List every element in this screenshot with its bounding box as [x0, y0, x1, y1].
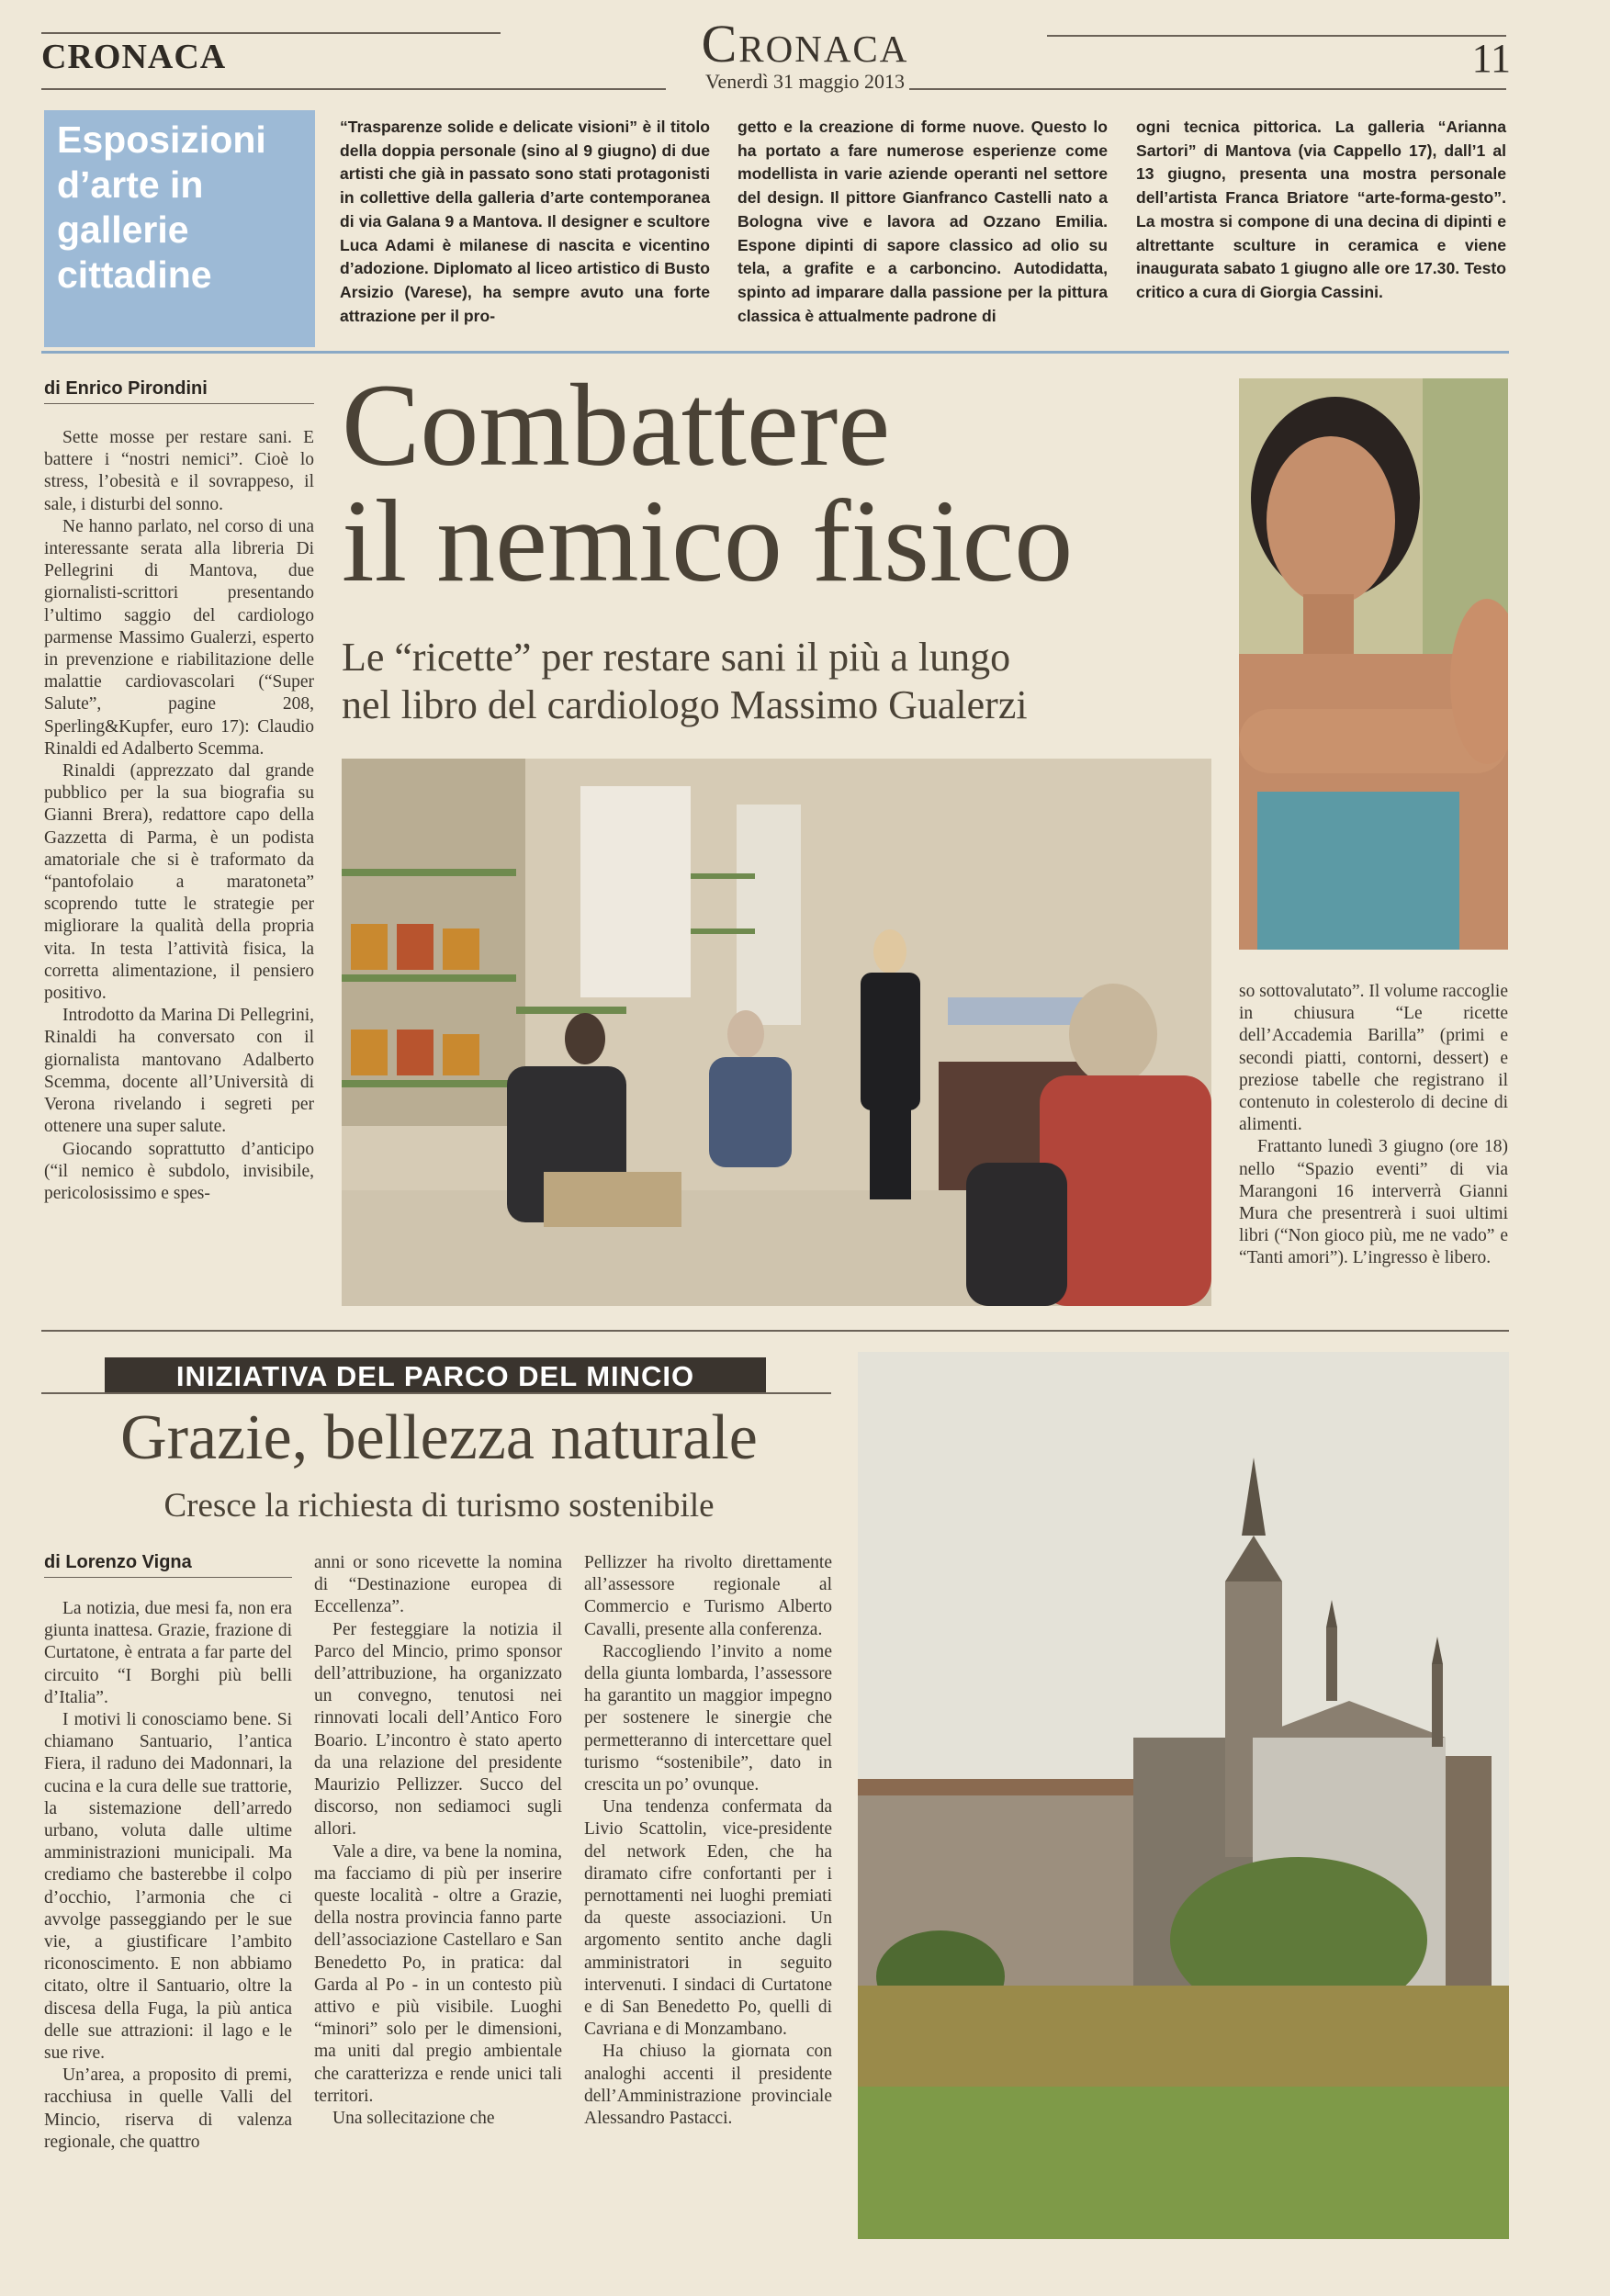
article1-subhead: [342, 634, 1205, 729]
article2-col2-paragraph: Per festeggiare la notizia il Parco del Mincio, primo sponsor dell’attribuzione, ha organizzato un convegno, tenutosi nei rinnovati locali dell’Antico Foro Boario. L’incontro è stato aperto da una relazione del presidente Maurizio Pellizzer. Succo del discorso, non sediamoci sugli allori.: [314, 1619, 562, 1840]
church-landscape-illustration: [858, 1352, 1509, 2239]
gallery-column-2: getto e la creazione di forme nuove. Questo lo ha portato a fare numerose esperienze come modellista in varie aziende operanti nel settore del design. Il pittore Gianfranco Castelli nato a Bologna vive e lavora ad Ozzano Emilia. Espone dipinti di sapore classico ad olio su tela, a grafite e a carboncino. Autodidatta, spinto ad imparare dalla passione per la pittura classica è attualmente padrone di: [737, 118, 1108, 325]
article1-col1-paragraph: Ne hanno parlato, nel corso di una interessante serata alla libreria Di Pellegrini di Mantova, due giornalisti-scrittori presentando l’ultimo saggio del cardiologo parmense Massimo Gualerzi, esperto in prevenzione e riabilitazione delle malattie cardiovascolari (“Super Salute”, pagine 208, Sperling&Kupfer, euro 17): Claudio Rinaldi ed Adalberto Scemma.: [44, 516, 314, 759]
article2-byline: di Lorenzo Vigna: [44, 1552, 292, 1578]
woman-exercise-photo: [1239, 378, 1508, 950]
header-rule-right-bottom: [909, 88, 1506, 90]
article1-col1-paragraph: Giocando soprattutto d’anticipo (“il nemico è subdolo, invisibile, pericolosissimo e spes-: [44, 1139, 314, 1203]
article2-col2-paragraph: Una sollecitazione che: [332, 2109, 495, 2129]
article1-col1-paragraph: Sette mosse per restare sani. E battere i “nostri nemici”. Cioè lo stress, l’obesità e il sovrappeso, il sale, i disturbi del sonno.: [44, 428, 314, 514]
bookstore-event-photo: [342, 759, 1211, 1306]
article2-col3-paragraph: Una tendenza confermata da Livio Scattolin, vice-presidente del network Eden, che ha diramato cifre confortanti per i pernottamenti nei luoghi premiati da queste associazioni. Un argomento sentito anche dagli amministratori in seguito intervenuti. I sindaci di Curtatone e di San Benedetto Po, quelli di Cavriana e di Monzambano.: [584, 1797, 832, 2040]
bookstore-event-illustration: [342, 759, 1211, 1306]
article1-subhead-line-1: Le “ricette” per restare sani il più a lungo: [342, 635, 1011, 680]
article2-col1-paragraph: Un’area, a proposito di premi, racchiusa in quelle Valli del Mincio, riserva di valenza regionale, che quattro: [44, 2065, 292, 2152]
article1-col1-paragraph: Introdotto da Marina Di Pellegrini, Rinaldi ha conversato con il giornalista mantovano Adalberto Scemma, docente all’Università di Verona rivelando i segreti per ottenere una super salute.: [44, 1006, 314, 1137]
article2-headline: Grazie, bellezza naturale: [120, 1402, 758, 1473]
article2-col2-paragraph: anni or sono ricevette la nomina di “Destinazione europea di Eccellenza”.: [314, 1553, 562, 1617]
article2-kicker-rule: [41, 1392, 831, 1394]
article1-headline-line-1: Combattere: [342, 360, 891, 490]
article1-col1-paragraph: Rinaldi (apprezzato dal grande pubblico per la sua biografia su Gianni Brera), redattore capo della Gazzetta di Parma, è un podista amatoriale che si è traformato da “pantofolaio a maratoneta” scoprendo tutte le strategie per migliorare la qualità della propria vita. In testa l’attività fisica, la corretta alimentazione, il pensiero positivo.: [44, 761, 314, 1004]
section-label-left: CRONACA: [41, 38, 227, 76]
article2-col1-paragraph: I motivi li conosciamo bene. Si chiamano Santuario, l’antica Fiera, il raduno dei Madonnari, la cucina e la cura delle sue trattorie, la sistemazione dell’arredo urbano, voluta dalle ultime amministrazioni municipali. Ma crediamo che basterebbe il colpo d’occhio, l’armonia che ci avvolge passeggiando per le sue vie, a giustificare l’ambito riconoscimento. E non abbiamo citato, oltre il Santuario, oltre la discesa della Fuga, la più antica delle sue attrazioni: il lago e le sue rive.: [44, 1710, 292, 2064]
section-divider: [41, 1330, 1509, 1332]
article2-kicker: INIZIATIVA DEL PARCO DEL MINCIO: [175, 1360, 695, 1392]
article2-column-2: [314, 1552, 562, 2130]
article2-subhead: Cresce la richiesta di turismo sostenibile: [163, 1487, 715, 1525]
article1-col2-paragraph: Frattanto lunedì 3 giugno (ore 18) nello “Spazio eventi” di via Marangoni 16 interverrà Gianni Mura che presentrerà i suoi ultimi libri (“Non gioco più, me ne vado” e “Tanti amori”). L’ingresso è libero.: [1239, 1137, 1508, 1268]
gallery-column-1: “Trasparenze solide e delicate visioni” è il titolo della doppia personale (sino al 9 giugno) di due artisti che già in passato sono stati protagonisti in collettive della galleria d’arte contemporanea di via Galana 9 a Mantova. Il designer e scultore Luca Adami è milanese di nascita e vicentino d’adozione. Diplomato al liceo artistico di Busto Arsizio (Varese), ha sempre avuto una forte attrazione per il pro-: [340, 118, 710, 325]
header-rule-left-bottom: [41, 88, 666, 90]
church-landscape-photo: [858, 1352, 1509, 2239]
article1-col2-paragraph: so sottovalutato”. Il volume raccoglie in chiusura “Le ricette dell’Accademia Barilla” (primi e secondi piatti, contorni, dessert) e preziose tabelle che registrano il contenuto in colesterolo di decine di alimenti.: [1239, 982, 1508, 1135]
article2-col2-paragraph: Vale a dire, va bene la nomina, ma facciamo di più per inserire queste località - oltre a Grazie, della nostra provincia fanno parte dell’associazione Castellaro e San Benedetto Po, in pratica: dal Garda al Po - in un contesto più attivo e più visibile. Luoghi “minori” solo per le dimensioni, ma uniti dal pregio ambientale che caratterizza e rende unici tali territori.: [314, 1841, 562, 2106]
issue-date: Venerdì 31 maggio 2013: [705, 70, 905, 93]
article1-headline-line-2: il nemico fisico: [342, 476, 1074, 606]
woman-exercise-illustration: [1239, 378, 1508, 950]
article2-col3-paragraph: Ha chiuso la giornata con analoghi accenti il presidente dell’Amministrazione provinciale Alessandro Pastacci.: [584, 2042, 832, 2129]
article2-col3-paragraph: Pellizzer ha rivolto direttamente all’assessore regionale al Commercio e Turismo Alberto Cavalli, presente alla conferenza.: [584, 1553, 832, 1639]
article2-col1-paragraph: La notizia, due mesi fa, non era giunta inattesa. Grazie, frazione di Curtatone, è entrata a far parte del circuito “I Borghi più belli d’Italia”.: [44, 1599, 292, 1707]
article1-headline: [342, 360, 1223, 606]
article1-subhead-line-2: nel libro del cardiologo Massimo Gualerzi: [342, 682, 1028, 727]
section-title: Cronaca: [701, 14, 909, 73]
article1-byline: di Enrico Pirondini: [44, 378, 314, 404]
page-number: 11: [1471, 36, 1511, 81]
gallery-bottom-rule: [41, 351, 1509, 354]
gallery-box-title: Esposizioni d’arte in gallerie cittadine: [57, 118, 266, 296]
article1-column-2: [1239, 981, 1508, 1270]
article2-column-3: [584, 1552, 832, 2130]
article1-column-1: [44, 427, 314, 1205]
article2-column-1: [44, 1598, 292, 2154]
article2-col3-paragraph: Raccogliendo l’invito a nome della giunta lombarda, l’assessore ha garantito un maggior impegno per sostenere le sinergie che permetteranno di intercettare quel turismo “sostenibile”, dato in crescita un po’ ovunque.: [584, 1641, 832, 1795]
gallery-column-3: ogni tecnica pittorica. La galleria “Arianna Sartori” di Mantova (via Cappello 17), dall’1 al 13 giugno, presenta una mostra personale dell’artista Franca Briatore “arte-forma-gesto”. La mostra si compone di una decina di dipinti e altrettante sculture in ceramica e viene inaugurata sabato 1 giugno alle ore 17.30. Testo critico a cura di Giorgia Cassini.: [1136, 118, 1506, 301]
